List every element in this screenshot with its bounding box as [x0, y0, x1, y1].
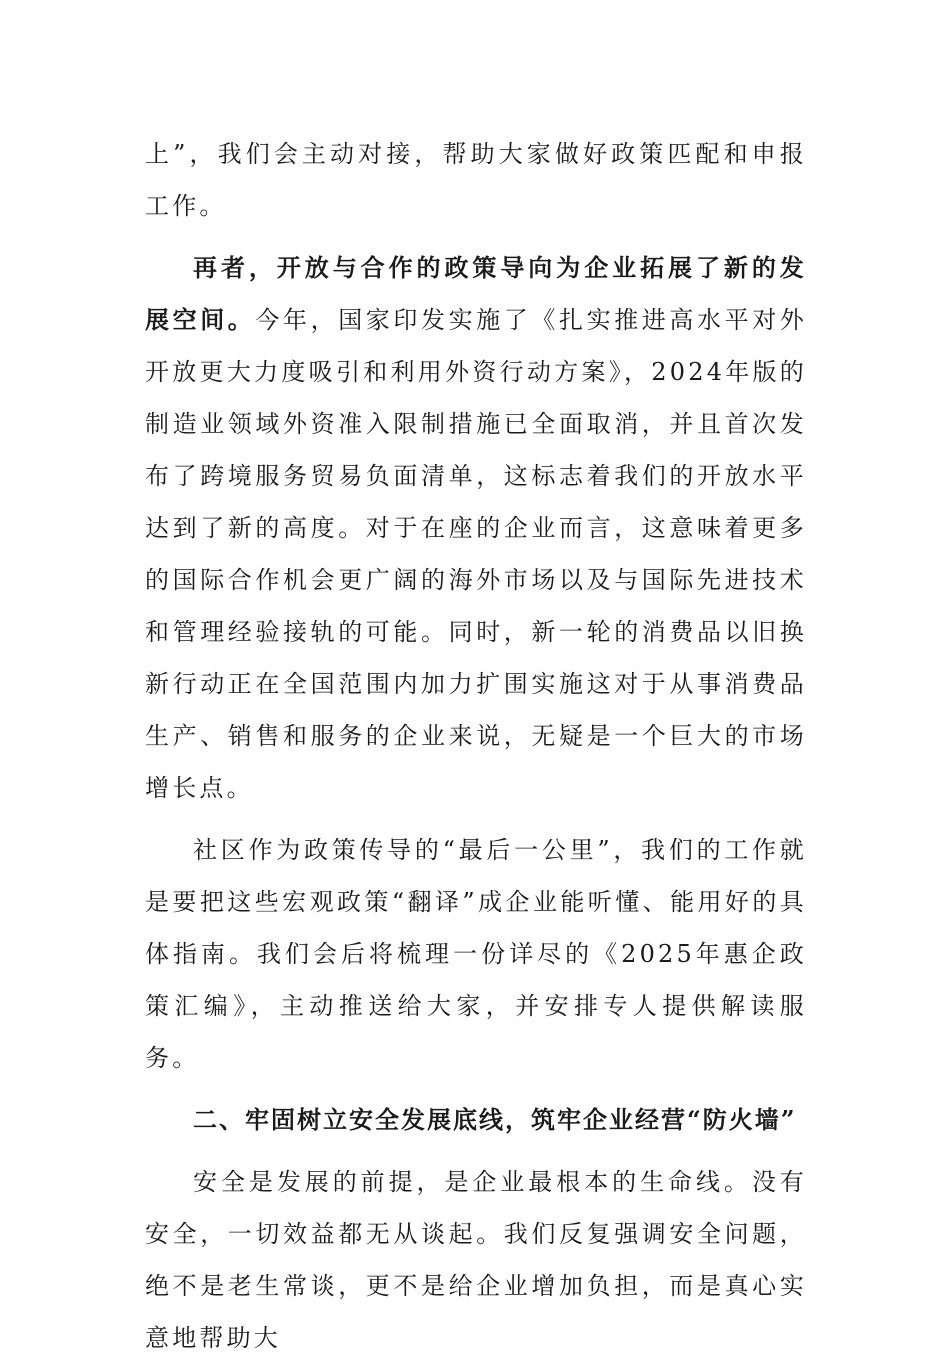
document-body [145, 128, 807, 1364]
paragraph-lead-bold: 再者，开放与合作的政策导向为企业拓展了新的发展空间。 [145, 253, 807, 334]
paragraph-continuation: 上”，我们会主动对接，帮助大家做好政策匹配和申报工作。 [145, 140, 807, 220]
paragraph-opening-policy [145, 242, 807, 814]
paragraph-opening-body: 今年，国家印发实施了《扎实推进高水平对外开放更大力度吸引和利用外资行动方案》，2024年版的制造业领域外资准入限制措施已全面取消，并且首次发布了跨境服务贸易负面清单，这标志着我们的开放水平达到了新的高度。对于在座的企业而言，这意味着更多的国际合作机会更广阔的海外市场以及与国际先进技术和管理经验接轨的可能。同时，新一轮的消费品以旧换新行动正在全国范围内加力扩围实施这对于从事消费品生产、销售和服务的企业来说，无疑是一个巨大的市场增长点。 [145, 306, 807, 802]
paragraph-community-role: 社区作为政策传导的“最后一公里”，我们的工作就是要把这些宏观政策“翻译”成企业能听懂、能用好的具体指南。我们会后将梳理一份详尽的《2025年惠企政策汇编》，主动推送给大家，并安排专人提供解读服务。 [145, 836, 807, 1072]
section-heading: 二、牢固树立安全发展底线，筑牢企业经营“防火墙” [193, 1105, 797, 1134]
paragraph-safety: 安全是发展的前提，是企业最根本的生命线。没有安全，一切效益都无从谈起。我们反复强调安全问题，绝不是老生常谈，更不是给企业增加负担，而是真心实意地帮助大 [145, 1168, 807, 1352]
